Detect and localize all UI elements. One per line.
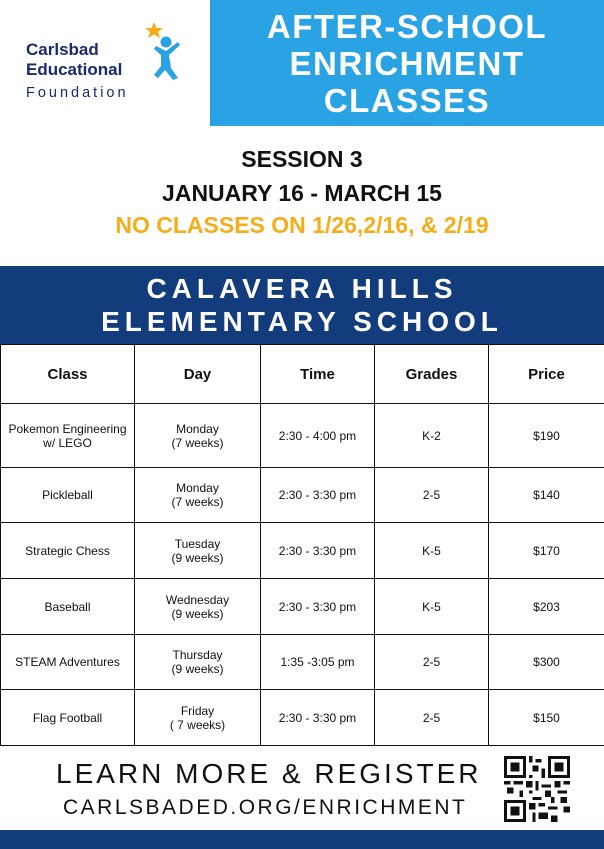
- day-cell: [135, 690, 261, 746]
- day: Monday: [176, 481, 219, 495]
- star-child-icon: [144, 20, 184, 80]
- grades-cell: K-5: [375, 523, 489, 579]
- grades-cell: 2-5: [375, 690, 489, 746]
- class-name-cont: w/ LEGO: [43, 435, 92, 450]
- grades-cell: 2-5: [375, 468, 489, 523]
- weeks: (9 weeks): [171, 550, 224, 565]
- table-header-row: [1, 345, 604, 404]
- weeks: (7 weeks): [171, 495, 224, 509]
- header-banner: [210, 0, 604, 126]
- price-cell: $170: [489, 523, 604, 579]
- time-cell: 2:30 - 3:30 pm: [261, 579, 375, 635]
- weeks: (9 weeks): [171, 606, 224, 621]
- time-cell: 2:30 - 3:30 pm: [261, 690, 375, 746]
- day: Wednesday: [165, 592, 230, 607]
- class-cell: [1, 579, 135, 635]
- class-name: Strategic Chess: [25, 543, 110, 558]
- class-name: Pickleball: [42, 488, 93, 502]
- class-cell: [1, 523, 135, 579]
- school-line-1: CALAVERA HILLS: [146, 273, 458, 304]
- weeks: (9 weeks): [171, 662, 224, 676]
- class-cell: [1, 468, 135, 523]
- time-cell: 1:35 -3:05 pm: [261, 635, 375, 690]
- class-cell: [1, 635, 135, 690]
- header-line-2: ENRICHMENT: [289, 44, 525, 82]
- grades-cell: K-2: [375, 404, 489, 468]
- table-row: [1, 468, 604, 523]
- header-line-3: CLASSES: [323, 81, 491, 119]
- column-header-class: Class: [1, 345, 135, 404]
- price-cell: $203: [489, 579, 604, 635]
- day: Monday: [176, 421, 219, 436]
- time-cell: 2:30 - 4:00 pm: [261, 404, 375, 468]
- price-cell: $300: [489, 635, 604, 690]
- price-cell: $140: [489, 468, 604, 523]
- logo-text-line2: Educational: [26, 60, 123, 79]
- price-cell: $150: [489, 690, 604, 746]
- weeks: ( 7 weeks): [169, 717, 226, 732]
- learn-more-heading: LEARN MORE & REGISTER: [56, 758, 482, 789]
- day: Thursday: [172, 648, 223, 662]
- header-line-1: AFTER-SCHOOL: [266, 7, 548, 45]
- day-cell: [135, 523, 261, 579]
- column-header-grades: Grades: [375, 345, 489, 404]
- time-cell: 2:30 - 3:30 pm: [261, 523, 375, 579]
- session-dates: JANUARY 16 - MARCH 15: [162, 180, 442, 206]
- class-schedule-table: [0, 344, 604, 746]
- class-name: Pokemon Engineering: [8, 421, 127, 436]
- logo-text-line1: Carlsbad: [26, 40, 99, 59]
- class-cell: [1, 690, 135, 746]
- registration-link[interactable]: CARLSBADED.ORG/ENRICHMENT: [63, 796, 468, 819]
- bottom-band: [0, 830, 604, 849]
- table-row: [1, 690, 604, 746]
- session-name: SESSION 3: [241, 146, 363, 172]
- class-name: STEAM Adventures: [15, 655, 120, 669]
- column-header-day: Day: [135, 345, 261, 404]
- weeks: (7 weeks): [171, 435, 224, 450]
- table-row: [1, 635, 604, 690]
- class-cell: [1, 404, 135, 468]
- time-cell: 2:30 - 3:30 pm: [261, 468, 375, 523]
- table-row: [1, 523, 604, 579]
- school-line-2: ELEMENTARY SCHOOL: [101, 306, 503, 337]
- column-header-time: Time: [261, 345, 375, 404]
- qr-code-icon[interactable]: [504, 756, 570, 822]
- table-row: [1, 404, 604, 468]
- grades-cell: K-5: [375, 579, 489, 635]
- grades-cell: 2-5: [375, 635, 489, 690]
- day-cell: [135, 404, 261, 468]
- day-cell: [135, 635, 261, 690]
- column-header-price: Price: [489, 345, 604, 404]
- day: Friday: [180, 703, 215, 718]
- school-banner: [0, 266, 604, 344]
- day: Tuesday: [174, 536, 221, 551]
- class-name: Baseball: [44, 599, 91, 614]
- foundation-logo: [18, 18, 188, 108]
- class-name: Flag Football: [32, 710, 103, 725]
- day-cell: [135, 579, 261, 635]
- price-cell: $190: [489, 404, 604, 468]
- no-class-dates: NO CLASSES ON 1/26,2/16, & 2/19: [115, 212, 489, 238]
- table-row: [1, 579, 604, 635]
- logo-text-line3: Foundation: [26, 85, 129, 101]
- day-cell: [135, 468, 261, 523]
